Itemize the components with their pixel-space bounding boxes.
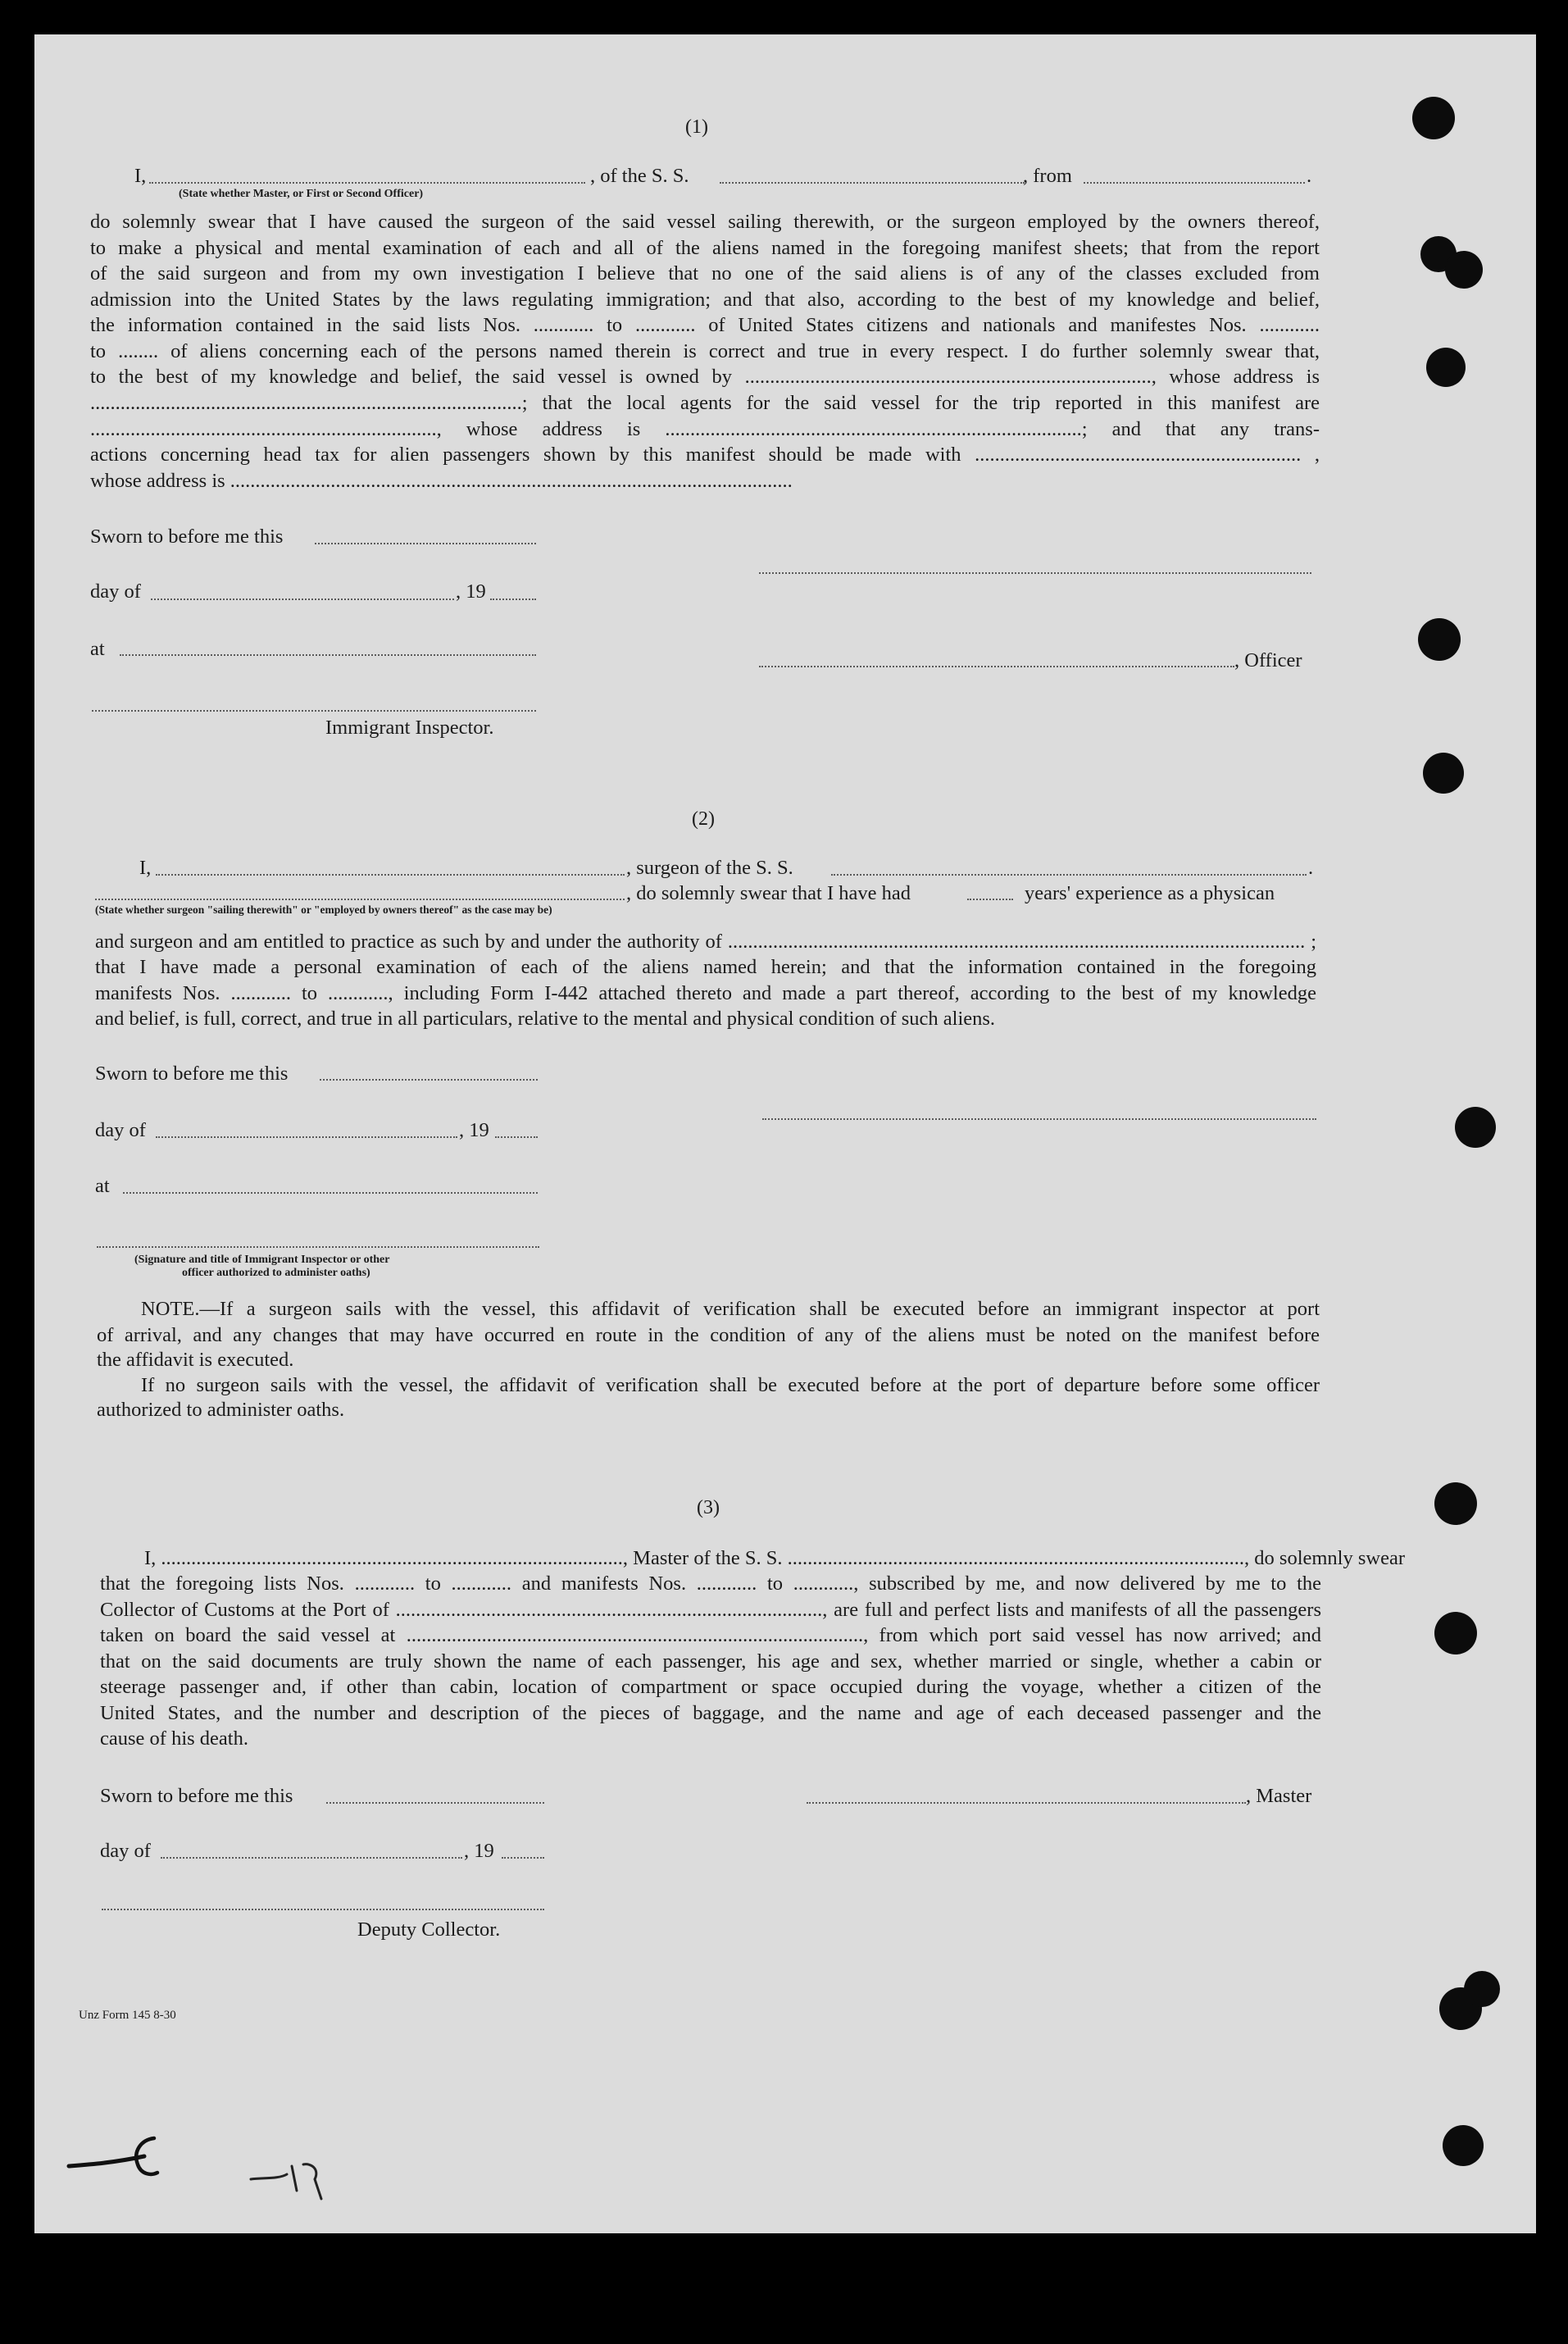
binder-hole <box>1423 753 1464 794</box>
oath-1-line: do solemnly swear that I have caused the surgeon of the said vessel sailing therewith, or the surgeon employed by the owners thereof, <box>90 211 1320 233</box>
note-line: NOTE.—If a surgeon sails with the vessel, this affidavit of verification shall be executed before an immigrant inspector at port <box>141 1298 1320 1320</box>
year-label: , 19 <box>464 1840 494 1862</box>
years-experience-label: years' experience as a physican <box>1025 882 1275 904</box>
master-signature-line[interactable] <box>807 1802 1246 1804</box>
oath-1-line: the information contained in the said lists Nos. ............ to ............ of United States citizens and nationals and manifestes Nos. ............ <box>90 314 1320 336</box>
oath-1-line: whose address is ................................................................................................................ <box>90 470 793 492</box>
section-1-number: (1) <box>685 116 708 138</box>
vessel-name-field[interactable] <box>720 182 1025 184</box>
from-label: , from <box>1023 165 1072 187</box>
oath-1-line: ....................................................................., whose address is ...................................................................................; and that any trans- <box>90 418 1320 440</box>
master-label: , Master <box>1246 1785 1312 1807</box>
section-2-i: I, <box>139 857 152 879</box>
surgeon-vessel-field[interactable] <box>831 874 1307 876</box>
at-label: at <box>90 638 105 660</box>
binder-hole <box>1443 2125 1484 2166</box>
deputy-signature-line[interactable] <box>102 1909 544 1910</box>
day-of-field[interactable] <box>156 1136 457 1138</box>
day-of-field[interactable] <box>161 1857 462 1859</box>
binder-hole <box>1418 618 1461 661</box>
oath-3-line: that the foregoing lists Nos. ............ to ............ and manifests Nos. ............ to ............, subscribed by me, and now delivered by me to the <box>100 1573 1321 1595</box>
binder-hole <box>1445 251 1483 289</box>
binder-hole <box>1464 1971 1500 2007</box>
year-label: , 19 <box>456 580 486 603</box>
oath-1-line: actions concerning head tax for alien passengers shown by this manifest should be made with ................................................................. , <box>90 444 1320 466</box>
year-field[interactable] <box>495 1136 538 1138</box>
oath-2-line: and belief, is full, correct, and true in all particulars, relative to the mental and physical condition of such aliens. <box>95 1008 996 1030</box>
oath-3-line: that on the said documents are truly shown the name of each passenger, his age and sex, whether married or single, whether a cabin or <box>100 1650 1321 1673</box>
oath-2-line: and surgeon and am entitled to practice as such by and under the authority of ................................................................................................................... ; <box>95 931 1316 953</box>
at-place-field[interactable] <box>120 654 536 656</box>
year-field[interactable] <box>502 1857 544 1859</box>
line-end-period: . <box>1307 165 1312 187</box>
binder-hole <box>1434 1482 1477 1525</box>
solemnly-swear-label: , do solemnly swear that I have had <box>626 882 911 904</box>
oath-3-line: United States, and the number and description of the pieces of baggage, and the name and age of each deceased passenger and the <box>100 1702 1321 1724</box>
day-of-field[interactable] <box>151 599 454 600</box>
sworn-label: Sworn to before me this <box>90 526 284 548</box>
year-label: , 19 <box>459 1119 489 1141</box>
binder-hole <box>1412 97 1455 139</box>
immigrant-inspector-label: Immigrant Inspector. <box>325 717 494 739</box>
inspector-signature-line[interactable] <box>97 1246 539 1248</box>
officer-name-field[interactable] <box>149 182 585 184</box>
sworn-date-field[interactable] <box>326 1802 544 1804</box>
oath-3-line: steerage passenger and, if other than cabin, location of compartment or space occupied during the voyage, whether a citizen of the <box>100 1676 1321 1698</box>
oath-1-line: to make a physical and mental examination of each and all of the aliens named in the foregoing manifest sheets; that from the report <box>90 237 1320 259</box>
oath-1-line: ......................................................................................; that the local agents for the said vessel for the trip reported in this manifest are <box>90 392 1320 414</box>
oath-3-line: cause of his death. <box>100 1727 248 1750</box>
deputy-collector-label: Deputy Collector. <box>357 1918 501 1941</box>
officer-note: (State whether Master, or First or Second Officer) <box>179 188 424 200</box>
line-end-period: . <box>1308 857 1314 879</box>
sworn-label: Sworn to before me this <box>95 1063 289 1085</box>
day-of-label: day of <box>95 1119 146 1141</box>
handwritten-mark <box>66 2132 164 2197</box>
surgeon-note: (State whether surgeon "sailing therewith" or "employed by owners thereof" as the case may be) <box>95 903 552 916</box>
oath-1-line: to ........ of aliens concerning each of the persons named therein is correct and true in every respect. I do further solemnly swear that, <box>90 340 1320 362</box>
of-ss-label: , of the S. S. <box>590 165 689 187</box>
sworn-label: Sworn to before me this <box>100 1785 293 1807</box>
oath-3-line: taken on board the said vessel at ..........................................................................................., from which port said vessel has now arrived; and <box>100 1624 1321 1646</box>
form-number: Unz Form 145 8-30 <box>79 2009 176 2022</box>
oath-3-line: I, ............................................................................................, Master of the S. S. ..........................................................................................., do solemnly swear <box>144 1547 1405 1569</box>
signature-note: officer authorized to administer oaths) <box>182 1267 370 1279</box>
oath-1-line: of the said surgeon and from my own investigation I believe that no one of the said aliens is of any of the classes excluded from <box>90 262 1320 284</box>
oath-1-line: to the best of my knowledge and belief, the said vessel is owned by ................................................................................., whose address is <box>90 366 1320 388</box>
at-place-field[interactable] <box>123 1192 538 1194</box>
inspector-signature-line[interactable] <box>92 710 536 712</box>
day-of-label: day of <box>100 1840 151 1862</box>
sworn-date-field[interactable] <box>315 543 536 544</box>
note-line: the affidavit is executed. <box>97 1349 294 1371</box>
note-line: of arrival, and any changes that may have occurred en route in the condition of any of the aliens must be noted on the manifest before <box>97 1324 1320 1346</box>
section-2-number: (2) <box>692 808 715 830</box>
oath-1-line: admission into the United States by the laws regulating immigration; and that also, according to the best of my knowledge and belief, <box>90 289 1320 311</box>
sworn-date-field[interactable] <box>320 1079 538 1081</box>
oath-3-line: Collector of Customs at the Port of ....................................................................................., are full and perfect lists and manifests of all the passengers <box>100 1599 1321 1621</box>
handwritten-mark <box>246 2155 344 2204</box>
surgeon-signature-line[interactable] <box>762 1118 1316 1120</box>
year-field[interactable] <box>490 599 536 600</box>
at-label: at <box>95 1175 110 1197</box>
note-line: authorized to administer oaths. <box>97 1399 345 1421</box>
section-3-number: (3) <box>697 1497 720 1518</box>
oath-2-line: that I have made a personal examination of each of the aliens named herein; and that the information contained in the foregoing <box>95 956 1316 978</box>
note-line: If no surgeon sails with the vessel, the affidavit of verification shall be executed before at the port of departure before some officer <box>141 1374 1320 1396</box>
officer-label: , Officer <box>1234 649 1302 671</box>
officer-signature-line[interactable] <box>759 572 1311 574</box>
officer-title-line[interactable] <box>759 666 1234 667</box>
surgeon-of-ss-label: , surgeon of the S. S. <box>626 857 793 879</box>
from-port-field[interactable] <box>1084 182 1305 184</box>
binder-hole <box>1434 1612 1477 1654</box>
binder-hole <box>1455 1107 1496 1148</box>
surgeon-name-field[interactable] <box>156 874 625 876</box>
section-1-i: I, <box>134 165 147 187</box>
surgeon-status-field[interactable] <box>95 899 625 900</box>
binder-hole <box>1426 348 1466 387</box>
years-experience-field[interactable] <box>967 899 1013 900</box>
signature-note: (Signature and title of Immigrant Inspector or other <box>134 1254 390 1266</box>
day-of-label: day of <box>90 580 141 603</box>
oath-2-line: manifests Nos. ............ to ............, including Form I-442 attached thereto and made a part thereof, according to the best of my knowledge <box>95 982 1316 1004</box>
